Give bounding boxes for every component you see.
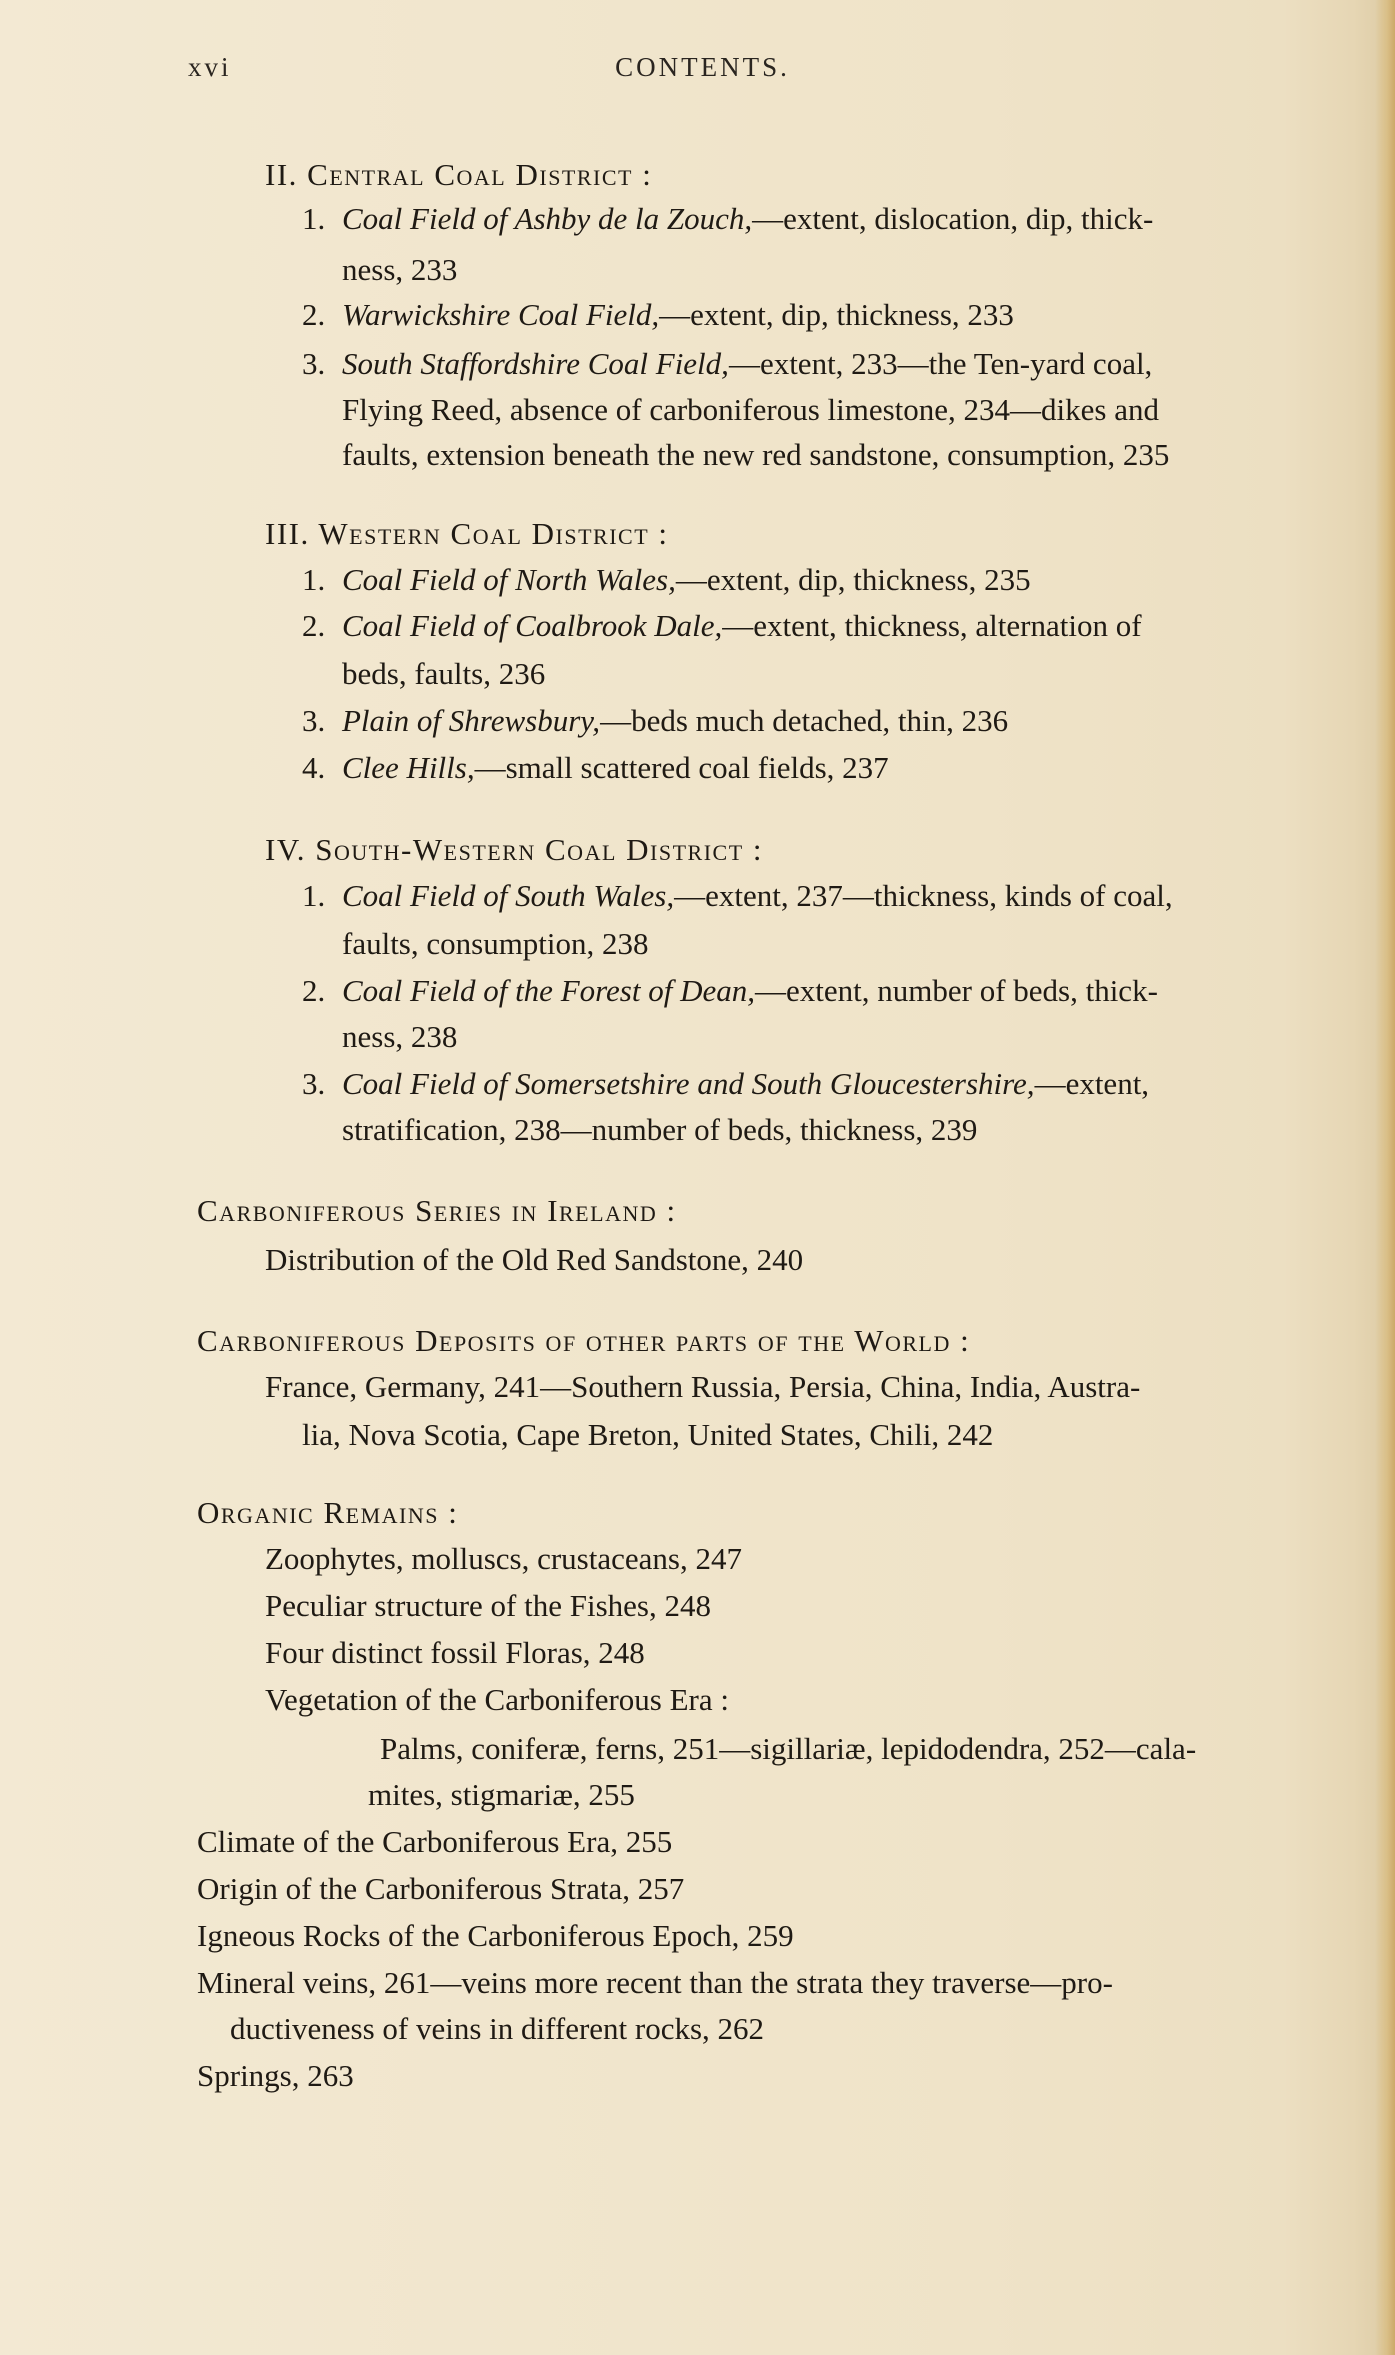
toc-entry: 1. Coal Field of South Wales,—extent, 237—thickness, kinds of coal, — [302, 878, 1173, 913]
toc-entry: 4. Clee Hills,—small scattered coal fields, 237 — [302, 750, 889, 785]
toc-entry-continuation: mites, stigmariæ, 255 — [368, 1777, 635, 1812]
toc-entry: 2. Coal Field of Coalbrook Dale,—extent, thickness, alternation of — [302, 608, 1142, 643]
section-heading-ireland: Carboniferous Series in Ireland : — [197, 1193, 677, 1228]
toc-entry-continuation: beds, faults, 236 — [342, 656, 546, 691]
toc-entry-continuation: ductiveness of veins in different rocks, 262 — [230, 2011, 765, 2046]
toc-entry: Four distinct fossil Floras, 248 — [265, 1635, 645, 1670]
section-heading-organic: Organic Remains : — [197, 1495, 459, 1530]
page-edge — [1375, 0, 1395, 2355]
toc-entry: 2. Warwickshire Coal Field,—extent, dip, thickness, 233 — [302, 297, 1014, 332]
toc-entry: 3. Coal Field of Somersetshire and South Gloucestershire,—extent, — [302, 1066, 1150, 1101]
toc-subentry: Palms, coniferæ, ferns, 251—sigillariæ, lepidodendra, 252—cala- — [380, 1731, 1197, 1766]
toc-entry: Vegetation of the Carboniferous Era : — [265, 1682, 729, 1717]
toc-entry: France, Germany, 241—Southern Russia, Persia, China, India, Austra- — [265, 1369, 1141, 1404]
toc-entry: Springs, 263 — [197, 2058, 354, 2093]
toc-entry: 3. Plain of Shrewsbury,—beds much detached, thin, 236 — [302, 703, 1009, 738]
toc-entry: Peculiar structure of the Fishes, 248 — [265, 1588, 711, 1623]
running-title: CONTENTS. — [615, 52, 790, 82]
page-header — [0, 52, 1395, 92]
toc-entry: Igneous Rocks of the Carboniferous Epoch, 259 — [197, 1918, 794, 1953]
section-heading-central: II. Central Coal District : — [265, 157, 653, 192]
toc-entry: 2. Coal Field of the Forest of Dean,—extent, number of beds, thick- — [302, 973, 1158, 1008]
toc-entry: Zoophytes, molluscs, crustaceans, 247 — [265, 1541, 742, 1576]
toc-entry: Mineral veins, 261—veins more recent than the strata they traverse—pro- — [197, 1965, 1113, 2000]
toc-entry-continuation: Flying Reed, absence of carboniferous limestone, 234—dikes and — [342, 392, 1159, 427]
toc-entry: 1. Coal Field of North Wales,—extent, dip, thickness, 235 — [302, 562, 1031, 597]
section-heading-western: III. Western Coal District : — [265, 516, 669, 551]
toc-entry-continuation: ness, 238 — [342, 1019, 458, 1054]
toc-entry-continuation: stratification, 238—number of beds, thickness, 239 — [342, 1112, 978, 1147]
page-number: xvi — [188, 52, 232, 82]
toc-entry-continuation: faults, extension beneath the new red sandstone, consumption, 235 — [342, 437, 1170, 472]
section-heading-southwestern: IV. South-Western Coal District : — [265, 832, 764, 867]
toc-entry: Climate of the Carboniferous Era, 255 — [197, 1824, 673, 1859]
toc-entry: Distribution of the Old Red Sandstone, 240 — [265, 1242, 804, 1277]
toc-entry-continuation: lia, Nova Scotia, Cape Breton, United States, Chili, 242 — [302, 1417, 994, 1452]
toc-entry: Origin of the Carboniferous Strata, 257 — [197, 1871, 685, 1906]
toc-entry: 1. Coal Field of Ashby de la Zouch,—extent, dislocation, dip, thick- — [302, 201, 1154, 236]
toc-entry-continuation: ness, 233 — [342, 252, 458, 287]
section-heading-world: Carboniferous Deposits of other parts of the World : — [197, 1323, 971, 1358]
toc-entry-continuation: faults, consumption, 238 — [342, 926, 649, 961]
toc-entry: 3. South Staffordshire Coal Field,—extent, 233—the Ten-yard coal, — [302, 346, 1153, 381]
